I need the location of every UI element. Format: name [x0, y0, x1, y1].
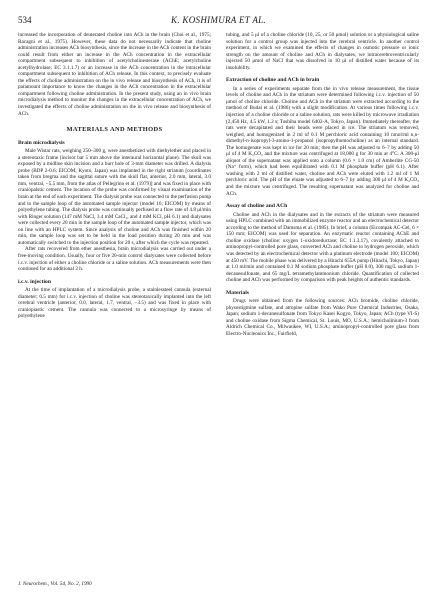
- running-head: K. KOSHIMURA ET AL.: [171, 15, 266, 25]
- page-number: 534: [18, 15, 32, 25]
- left-column: [18, 32, 211, 338]
- subsection-title-assay: Assay of choline and ACh: [226, 203, 288, 210]
- subsection-title-extraction: Extraction of choline and ACh in brain: [226, 77, 320, 84]
- body-paragraph: Choline and ACh in the dialysates and in the extracts of the striatum were measured using HPLC combined with an immobilized enzyme reactor and an electrochemical detector according to the method of Damsma et al. (1985). In brief, a column (Eicompak AC-Gel, 6 × 150 mm; EICOM) was used for separation. An enzymatic reactor containing AChE and choline oxidase (choline: oxygen 1-oxidoreductase; EC 1.1.3.17), covalently attached to aminopropyl-controlled pore glass, converted ACh and choline to hydrogen peroxide, which was detected by an electrochemical detector with a platinum electrode (model 100; EICOM) at 450 mV. The mobile phase was delivered by a Hitachi 655A pump (Hitachi, Tokyo, Japan) at 1.0 ml/min and contained 0.1 M sodium phosphate buffer (pH 8.0), 300 mg/L sodium 1-decanesulfonate, and 65 mg/L tetramethylammonium chloride. Quantification of collected choline and ACh was performed by comparison with peak heights of authentic standards.: [226, 211, 419, 284]
- body-paragraph: In a series of experiments separate from the in vivo release measurement, the tissue levels of choline and ACh in the striatum were determined following i.c.v. injection of 50 μmol of choline chloride. Choline and ACh in the striatum were extracted according to the method of Budai et al. (1986) with a slight modification. At various times following i.c.v. injection of a choline chloride or a saline solution, rats were killed by microwave irradiation (2,450 Hz, 4.5 kW, 1.2 s; Toshiba model 6402-A, Tokyo, Japan). Immediately thereafter, the rats were decapitated and their heads were placed in ice. The striatum was removed, weighed, and homogenized in 2 ml of 0.1 M perchloric acid containing 10 nmol/ml n,n-dimethyl-n-isopropyl-3-amino-1-propanol (isopropylhomocholine) as an internal standard. The homogenate was kept in ice for 20 min; then the pH was adjusted to 6–7 by adding 50 μl of 4 M K₂CO₃ and the mixture was centrifuged at 18,000 g for 30 min at 4°C. A 300-μl aliquot of the supernatant was applied onto a column (0.6 × 1.0 cm) of Amberlite CG-50 (Na⁺ form), which had been equilibrated with 0.1 M phosphate buffer (pH 6.1). After washing with 2 ml of distilled water, choline and ACh were eluted with 1.2 ml of 1 M perchloric acid. The pH of the eluate was adjusted to 6–7 by adding 300 μl of 4 M K₂CO₃ and the mixture was centrifuged. The resulting supernatant was analyzed for choline and ACh.: [226, 85, 419, 197]
- body-paragraph: Drugs were obtained from the following sources: ACh bromide, choline chloride, physostigmine sulfate, and atropine sulfate from Wako Pure Chemical Industries, Osaka, Japan; sodium 1-decanesulfonate from Tokyo Kasei Kogyo, Tokyo, Japan; ACh (type VI-S) and choline oxidase from Sigma Chemical, St. Louis, MO, U.S.A.; hemicholinium-3 from Aldrich Chemical Co., Milwaukee, WI, U.S.A.; aminopropyl-controlled pore glass from Electro-Nucleonics Inc., Fairfield,: [226, 298, 419, 337]
- right-column: [226, 32, 419, 338]
- subsection-title-icv-injection: i.c.v. injection: [18, 278, 51, 285]
- body-paragraph: At the time of implantation of a microdialysis probe, a stainlessteel cannula (external diameter; 0.5 mm) for i.c.v. injection of choline was stereotaxically implanted into the left cerebral ventricle (anterior, 0.0, lateral, 1.7, ventral, −3.5) and was fixed in place with craniopiastic cement. The cannula was connected to a microsyringe by means of polyethylene: [18, 287, 211, 320]
- continued-paragraph: tubing, and 5 μl of a choline chloride (10, 25, or 50 μmol) solution or a physiological saline solution for a control group was injected into the cerebral ventricle. In another control experiment, in which we examined the effects of changes in osmotic pressure or ionic strength on the amount of choline and ACh in dialysates, we intracerebroventricularly injected 50 μmol of NaCl that was dissolved in 10 μl of distilled water because of its insolubility.: [226, 32, 419, 71]
- subsection-title-brain-microdialysis: Brain microdialysis: [18, 139, 65, 146]
- section-title: MATERIALS AND METHODS: [66, 126, 163, 134]
- intro-paragraph: increased the incorporation of deuterated choline into ACh in the brain (Choi et al., 1975; Racagni et al., 1975). However, these data do not necessarily indicate that choline administration increases ACh biosynthesis, since the increase in the ACh content in the brain could result from either an increase in the ACh concentration in the extracellular compartment subsequent to inhibition of acetylcholinesterase (AChE; acetylcholine acetylhydrolase; EC 3.1.1.7) or an increase in the ACh concentration in the intracellular compartment subsequent to inhibition of ACh release. In this context, to precisely evaluate the effects of choline administration on the in vivo release and biosynthesis of ACh, it is of paramount importance to know the changes in the ACh concentration in the extracellular compartment following choline administration. In the present study, using an in vivo brain microdialysis method to monitor the changes in the extracellular concentration of ACh, we investigated the effects of choline administration on the in vivo release and biosynthesis of ACh.: [18, 32, 211, 117]
- body-paragraph: Male Wistar rats, weighing 250–300 g, were anesthetized with diethylether and placed in a stereotaxic frame (incisor bar 5 mm above the interaural horizontal plane). The skull was exposed by a midline skin incision and a burr hole of 3-mm diameter was drilled. A dialysis probe (BDP 2-0.6; EICOM, Kyoto, Japan) was implanted in the right striatum [coordinates taken from bregma and the sagittal suture with the skull flat, anterior, 2.0 mm, lateral, 3.0 mm, ventral, −5.5 mm, from the atlas of Pellegrino et al. (1979)] and was fixed in place with craniopalstic cement. The location of the probe was confirmed by visual examination of the brain at the end of each experiment. The dialysis probe was connected to the perfusion pump and to the sample loop of the automated sample injector (model 16; EICOM) by means of polyethylene tubing. The dialysis probe was continually perfused at a flow rate of 4.8 μl/min with Ringer solution (147 mM NaCl, 3.4 mM CaCl₂, and 4 mM KCl, pH 6.1) and dialysates were collected every 20 min in the sample loop of the automated sample injector, which was on line with an HPLC system. Since analysis of choline and ACh was finished within 20 min, the sample loop was set to be held in the load position during 20 min and was automatically switched to the injection position for 20 s, after which the cycle was repeated.: [18, 148, 211, 246]
- two-column-body: [18, 32, 419, 338]
- subsection-title-materials: Materials: [226, 289, 249, 296]
- body-paragraph: After rats recovered from ether anesthesia, brain microdialysis was carried out under a free-moving condition. Usually, four or five 20-min control dialysates were collected before i.c.v. injection of either a choline chloride or a saline solution. ACh measurements were then continued for an additional 2 h.: [18, 246, 211, 273]
- page-header: [18, 15, 419, 29]
- journal-citation: J. Neurochem., Vol. 54, No. 2, 1990: [18, 581, 92, 587]
